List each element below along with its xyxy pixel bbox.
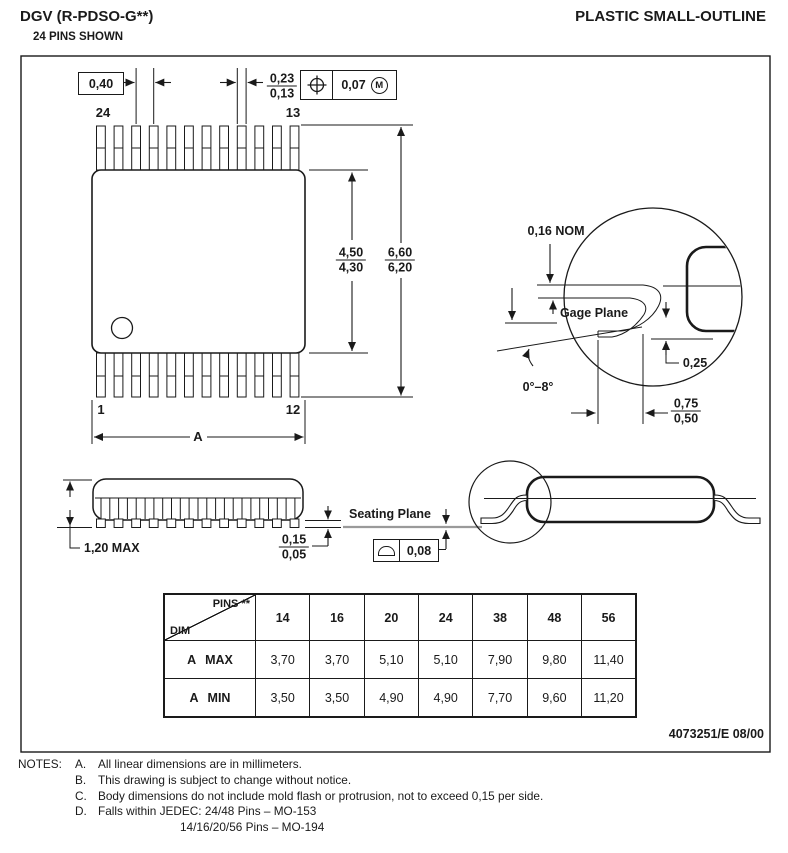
table-cell: 9,80 — [527, 641, 581, 679]
pin-number-12: 12 — [285, 401, 301, 417]
table-cell: 7,70 — [473, 679, 527, 718]
flatness-value: 0,08 — [399, 540, 438, 561]
pin1-indicator — [112, 318, 133, 339]
top-view-pins-bottom — [97, 353, 299, 397]
corner-dim-label: DIM — [170, 625, 191, 637]
profile-left-lead — [481, 495, 527, 524]
table-cell: 3,70 — [310, 641, 364, 679]
page-title: DGV (R-PDSO-G**) — [20, 8, 154, 25]
position-tolerance-value: 0,07 M — [332, 71, 396, 99]
position-tolerance-icon — [301, 71, 332, 99]
table-col-header: 20 — [364, 594, 418, 641]
row-label: A MAX — [164, 641, 256, 679]
table-col-header: 56 — [582, 594, 636, 641]
table-corner-cell — [164, 594, 256, 641]
table-cell: 5,10 — [419, 641, 473, 679]
true-position-frame — [300, 70, 397, 100]
pin-number-1: 1 — [97, 401, 105, 417]
pitch-value: 0,40 — [88, 76, 114, 91]
page-subtitle: 24 PINS SHOWN — [33, 31, 124, 43]
side-view — [93, 479, 303, 528]
gage-plane-label: Gage Plane — [559, 306, 629, 321]
foot-length-dimension: $\frac{0,75}{0,50}$ — [671, 397, 701, 426]
table-col-header: 24 — [419, 594, 473, 641]
mechanical-drawing-page: DGV (R-PDSO-G**) 24 PINS SHOWN PLASTIC SMALL-OUTLINE 0,40 $\frac{0,23}{0,13}$ 0,07 M 24 13 1 12 A $\frac{4,50}{4,30}$ $\frac{6,60}{6,20}$ 0,16 NOM Gage Plane 0,25 0°–8° $\frac{0,75}{0,50}$ 1,20 MAX $\frac{0,15}{0,05}$ Seating Plane 0,08 PINS ** DIM 14 16 20 24 38 48 56 A MAX 3,70 3,70 5,10 5,10 7,90 9,80 11,40 A MIN 3,50 3,50 4,90 4,90 7,70 9,60 11,20 4073251/E 08/00 NOTES: A. All linear dimensions are in millimeters. B. This drawing is subject to change without notice. C. Body dimensions do not include mold flash or protrusion, not to exceed 0,15 per side. D. Falls within JEDEC: 24/48 Pins – MO-153 14/16/20/56 Pins – MO-194 — [0, 0, 788, 853]
flatness-tolerance-frame — [373, 539, 439, 562]
notes-label: NOTES: — [18, 757, 62, 771]
table-cell: 3,50 — [310, 679, 364, 718]
table-cell: 4,90 — [419, 679, 473, 718]
top-view-pins-top — [97, 126, 299, 170]
table-cell: 3,70 — [256, 641, 310, 679]
detail-body-end — [687, 247, 759, 331]
profile-right-lead — [714, 495, 760, 524]
row-label: A MIN — [164, 679, 256, 718]
table-row — [164, 641, 636, 679]
table-col-header: 16 — [310, 594, 364, 641]
length-dimension-label: A — [190, 430, 205, 444]
package-profile — [469, 461, 760, 543]
table-col-header: 14 — [256, 594, 310, 641]
pin-number-24: 24 — [95, 104, 111, 120]
pin-dimension-table — [163, 593, 637, 718]
corner-pins-label: PINS ** — [212, 598, 250, 610]
table-cell: 3,50 — [256, 679, 310, 718]
seating-plane-label: Seating Plane — [349, 507, 431, 522]
pin-number-13: 13 — [285, 104, 301, 120]
pitch-dimension-box — [78, 72, 124, 95]
max-height-label: 1,20 MAX — [84, 541, 140, 555]
table-cell: 11,20 — [582, 679, 636, 718]
lead-thickness-label: 0,16 NOM — [527, 224, 585, 239]
table-row — [164, 679, 636, 718]
table-cell: 7,90 — [473, 641, 527, 679]
table-cell: 4,90 — [364, 679, 418, 718]
table-cell: 11,40 — [582, 641, 636, 679]
table-col-header: 38 — [473, 594, 527, 641]
body-width-dimension: $\frac{4,50}{4,30}$ — [336, 246, 366, 275]
profile-surface-icon — [374, 540, 399, 561]
lead-width-dimension: $\frac{0,23}{0,13}$ — [267, 72, 297, 101]
table-cell: 5,10 — [364, 641, 418, 679]
document-number: 4073251/E 08/00 — [668, 727, 764, 741]
table-cell: 9,60 — [527, 679, 581, 718]
package-type-title: PLASTIC SMALL-OUTLINE — [575, 8, 766, 25]
lead-span-dimension: $\frac{6,60}{6,20}$ — [385, 246, 415, 275]
table-col-header: 48 — [527, 594, 581, 641]
gage-to-tip-label: 0,25 — [682, 356, 708, 371]
foot-angle-label: 0°–8° — [522, 380, 554, 395]
standoff-dimension: $\frac{0,15}{0,05}$ — [279, 533, 309, 562]
mmc-modifier-icon: M — [371, 77, 388, 94]
